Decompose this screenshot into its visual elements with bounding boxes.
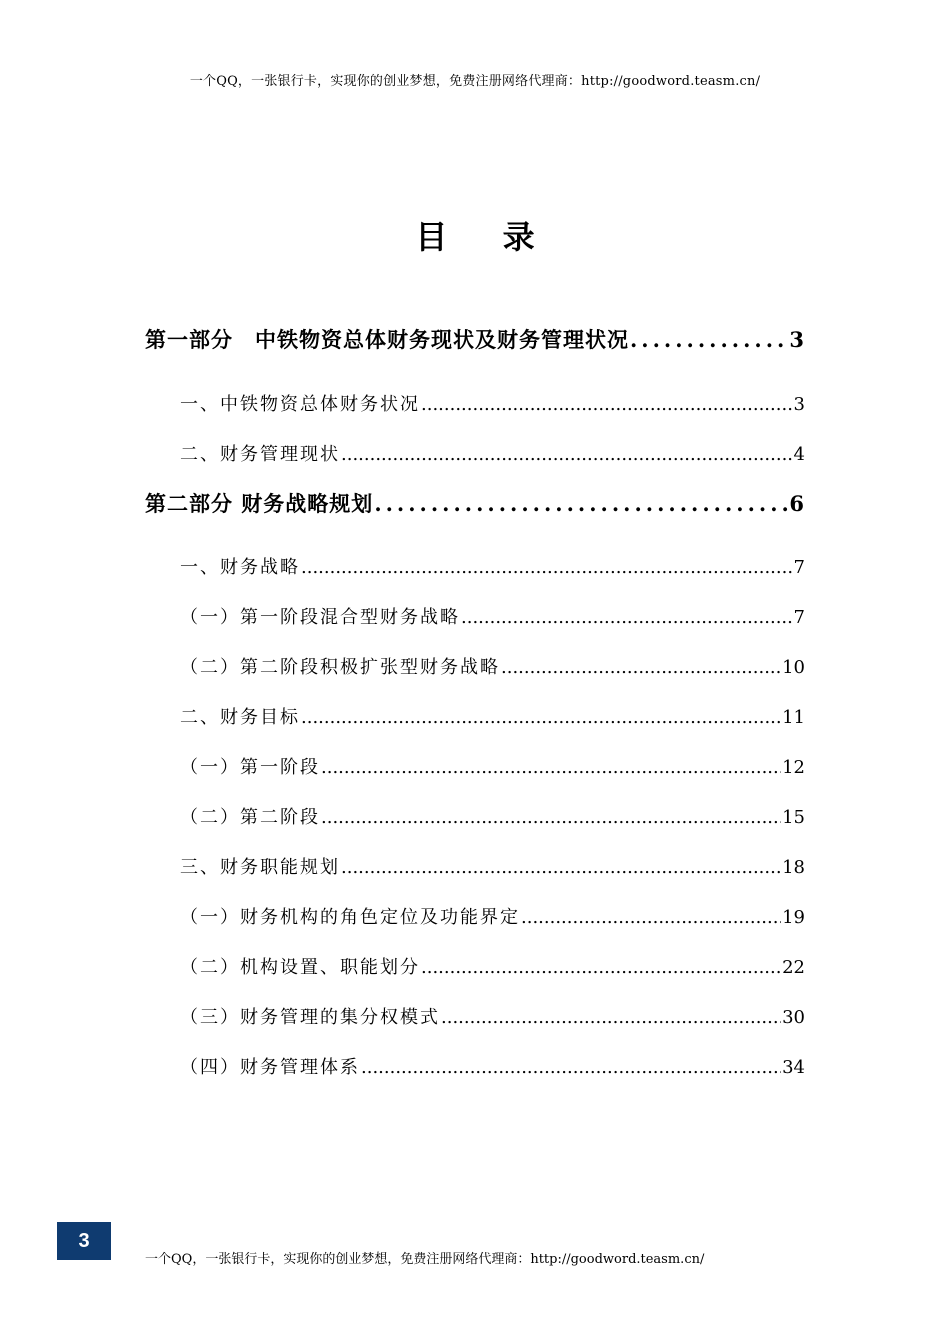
- page-header: 一个QQ，一张银行卡，实现你的创业梦想，免费注册网络代理商：http://goodword.teasm.cn/: [189, 74, 761, 89]
- toc-entry-subsection[interactable]: [180, 603, 805, 629]
- toc-entry-page: 3: [793, 394, 805, 415]
- toc-leader-dots: [421, 957, 781, 978]
- toc-entry-page: 7: [793, 607, 805, 628]
- toc-entry-page: 22: [782, 957, 805, 978]
- toc-entry-label: （一）第一阶段: [180, 757, 320, 778]
- toc-leader-dots: [421, 394, 793, 415]
- toc-entry-page: 19: [782, 907, 805, 928]
- toc-entry-page: 12: [782, 757, 805, 778]
- toc-entry-subsection[interactable]: [180, 753, 805, 779]
- toc-entry-page: 34: [782, 1057, 805, 1078]
- toc-leader-dots: [501, 657, 781, 678]
- toc-entry-section[interactable]: [180, 440, 805, 466]
- toc-entry-label: 第二部分 财务战略规划: [145, 491, 374, 516]
- toc-entry-label: 二、财务目标: [180, 707, 300, 728]
- toc-entry-label: （四）财务管理体系: [180, 1057, 360, 1078]
- toc-entry-section[interactable]: [180, 853, 805, 879]
- toc-entry-page: 6: [789, 491, 805, 516]
- toc-entry-label: 一、中铁物资总体财务状况: [180, 394, 420, 415]
- toc-leader-dots: [361, 1057, 781, 1078]
- toc-entry-subsection[interactable]: [180, 1053, 805, 1079]
- toc-leader-dots: [630, 327, 788, 352]
- toc-entry-page: 11: [782, 707, 805, 728]
- toc-entry-section[interactable]: [180, 703, 805, 729]
- toc-entry-page: 3: [789, 327, 805, 352]
- toc-entry-page: 30: [782, 1007, 805, 1028]
- toc-entry-subsection[interactable]: [180, 953, 805, 979]
- toc-entry-part-2[interactable]: [145, 488, 805, 518]
- toc-entry-section[interactable]: [180, 553, 805, 579]
- toc-leader-dots: [301, 707, 781, 728]
- toc-entry-label: （一）财务机构的角色定位及功能界定: [180, 907, 520, 928]
- toc-entry-subsection[interactable]: [180, 1003, 805, 1029]
- toc-entry-subsection[interactable]: [180, 803, 805, 829]
- toc-entry-subsection[interactable]: [180, 903, 805, 929]
- toc-entry-label: 一、财务战略: [180, 557, 300, 578]
- toc-leader-dots: [301, 557, 793, 578]
- page-number-badge: 3: [57, 1222, 111, 1260]
- toc-entry-page: 15: [782, 807, 805, 828]
- toc-entry-label: 二、财务管理现状: [180, 444, 340, 465]
- toc-leader-dots: [321, 807, 781, 828]
- toc-leader-dots: [441, 1007, 781, 1028]
- toc-entry-page: 7: [793, 557, 805, 578]
- toc-leader-dots: [321, 757, 781, 778]
- page-footer: 一个QQ，一张银行卡，实现你的创业梦想，免费注册网络代理商：http://goodword.teasm.cn/: [145, 1252, 705, 1267]
- toc-entry-page: 4: [793, 444, 805, 465]
- toc-entry-label: （二）第二阶段: [180, 807, 320, 828]
- toc-leader-dots: [341, 857, 781, 878]
- toc-entry-label: （一）第一阶段混合型财务战略: [180, 607, 460, 628]
- toc-entry-label: （二）第二阶段积极扩张型财务战略: [180, 657, 500, 678]
- toc-entry-section[interactable]: [180, 390, 805, 416]
- toc-entry-label: 三、财务职能规划: [180, 857, 340, 878]
- toc-leader-dots: [521, 907, 781, 928]
- toc-entry-label: （三）财务管理的集分权模式: [180, 1007, 440, 1028]
- toc-leader-dots: [341, 444, 793, 465]
- toc-entry-label: （二）机构设置、职能划分: [180, 957, 420, 978]
- toc-leader-dots: [461, 607, 793, 628]
- toc-entry-page: 18: [782, 857, 805, 878]
- toc-entry-label: 第一部分 中铁物资总体财务现状及财务管理状况: [145, 327, 629, 352]
- page-title: 目 录: [415, 218, 557, 256]
- toc-entry-page: 10: [782, 657, 805, 678]
- toc-leader-dots: [374, 491, 788, 516]
- toc-entry-part-1[interactable]: [145, 324, 805, 354]
- toc-entry-subsection[interactable]: [180, 653, 805, 679]
